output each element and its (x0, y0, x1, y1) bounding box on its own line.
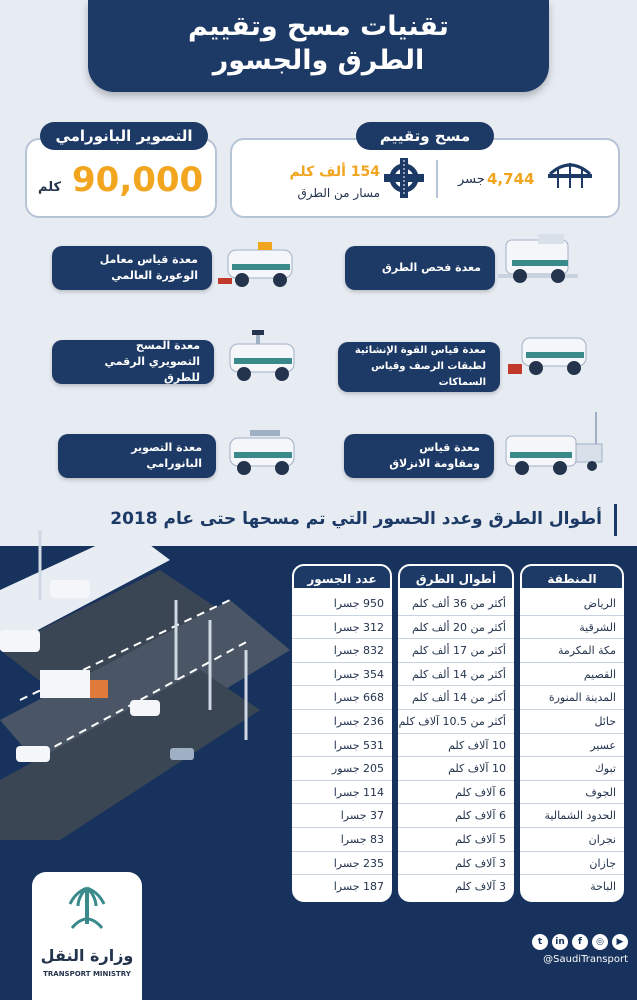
table-cell-bridges: 205 جسور (292, 757, 392, 781)
social-icons (510, 934, 628, 950)
social-handle: @SaudiTransport (543, 954, 628, 965)
table-cell-region: المدينة المنورة (520, 686, 624, 710)
equipment-label-line: معدة قياس (419, 441, 480, 454)
table-cell-bridges: 832 جسرا (292, 639, 392, 663)
suv-panoramic-icon (220, 424, 306, 484)
equipment-label-line: لطبقات الرصف وقياس السماكات (371, 361, 486, 388)
header-bridges: عدد الجسور (292, 564, 392, 590)
column-bridges (292, 566, 392, 902)
inspection-van-icon (498, 230, 584, 290)
suv-trailer-icon (508, 324, 594, 384)
linkedin-icon[interactable]: in (552, 934, 568, 950)
twitter-icon[interactable]: t (532, 934, 548, 950)
table-cell-length: 6 آلاف كلم (398, 804, 514, 828)
palm-swords-logo-icon (66, 884, 108, 930)
header-region: المنطقة (520, 564, 624, 590)
header-title-line2: الطرق والجسور (212, 45, 425, 76)
table-cell-length: 3 آلاف كلم (455, 880, 506, 894)
column-length (398, 566, 514, 902)
equipment-label-line: معدة فحص الطرق (382, 261, 481, 274)
table-cell-bridges: 668 جسرا (292, 686, 392, 710)
suv-roughness-icon (218, 236, 304, 296)
highway-illustration (0, 520, 290, 850)
table-cell-bridges: 114 جسرا (292, 781, 392, 805)
table-cell-length: 3 آلاف كلم (398, 852, 514, 876)
equipment-label-digital-survey (52, 340, 214, 384)
table-cell-length: 10 آلاف كلم (398, 757, 514, 781)
instagram-icon[interactable]: ◎ (592, 934, 608, 950)
youtube-icon[interactable]: ▶ (612, 934, 628, 950)
table-cell-length: أكثر من 17 ألف كلم (398, 639, 514, 663)
header-title-line1: تقنيات مسح وتقييم (188, 11, 449, 42)
bridge-icon (548, 158, 592, 192)
equipment-label-line: معدة قياس معامل (99, 253, 198, 266)
table-cell-length: 6 آلاف كلم (398, 781, 514, 805)
equipment-label-structural-strength (338, 342, 500, 392)
table-cell-region: الرياض (520, 592, 624, 616)
social-block (510, 934, 628, 965)
equipment-label-road-inspection (345, 246, 495, 290)
logo-arabic-text: وزارة النقل (40, 946, 134, 965)
equipment-label-line: الوعورة العالمي (111, 269, 198, 282)
bridges-value: 4,744 (487, 170, 535, 188)
equipment-label-roughness (52, 246, 212, 290)
facebook-icon[interactable]: f (572, 934, 588, 950)
table-cell-length: أكثر من 14 ألف كلم (398, 663, 514, 687)
table-cell-region: عسير (520, 734, 624, 758)
pickup-trailer-icon (500, 412, 610, 488)
table-cell-length: أكثر من 14 ألف كلم (398, 686, 514, 710)
survey-divider (436, 160, 438, 198)
table-cell-bridges: 531 جسرا (292, 734, 392, 758)
equipment-label-line: معدة قياس القوة الإنشائية (354, 345, 486, 356)
table-cell-length: 5 آلاف كلم (398, 828, 514, 852)
road-interchange-icon (384, 158, 424, 198)
table-cell-region: الحدود الشمالية (520, 804, 624, 828)
table-cell-bridges: 37 جسرا (292, 804, 392, 828)
header-banner (88, 0, 549, 92)
table-cell-bridges: 187 جسرا (333, 880, 384, 894)
roads-value: 154 ألف كلم (289, 164, 380, 180)
section-title: أطوال الطرق وعدد الحسور التي تم مسحها حتى عام 2018 (77, 504, 617, 536)
table-cell-bridges: 83 جسرا (292, 828, 392, 852)
table-cell-bridges: 312 جسرا (292, 616, 392, 640)
table-cell-region: الباحة (590, 880, 616, 894)
table-cell-region: جازان (520, 852, 624, 876)
table-cell-bridges: 950 جسرا (292, 592, 392, 616)
survey-title: مسح وتقييم (356, 122, 494, 150)
suv-camera-icon (220, 330, 306, 390)
header-length: أطوال الطرق (398, 564, 514, 590)
equipment-label-panoramic (58, 434, 216, 478)
bridges-unit: جسر (458, 172, 485, 187)
table-cell-region: نجران (520, 828, 624, 852)
equipment-label-line: ومقاومة الانزلاق (389, 457, 480, 470)
logo-english-text: TRANSPORT MINISTRY (43, 970, 131, 978)
panoramic-title: التصوير البانورامي (40, 122, 208, 150)
roads-label: مسار من الطرق (297, 186, 380, 200)
table-cell-length: أكثر من 20 ألف كلم (398, 616, 514, 640)
table-cell-length: أكثر من 10.5 آلاف كلم (398, 710, 514, 734)
equipment-label-skid-resistance (344, 434, 494, 478)
table-cell-region: حائل (520, 710, 624, 734)
column-region (520, 566, 624, 902)
table-cell-bridges: 236 جسرا (292, 710, 392, 734)
ministry-logo-card (32, 872, 142, 1000)
equipment-label-line: معدة التصوير البانورامي (131, 441, 202, 470)
table-cell-region: الشرقية (520, 616, 624, 640)
panoramic-value: 90,000 (72, 160, 204, 200)
table-cell-length: 10 آلاف كلم (398, 734, 514, 758)
equipment-label-line: معدة المسح (135, 339, 200, 352)
table-cell-region: مكة المكرمة (520, 639, 624, 663)
table-cell-bridges: 354 جسرا (292, 663, 392, 687)
table-cell-bridges: 235 جسرا (292, 852, 392, 876)
table-cell-region: الجوف (520, 781, 624, 805)
table-cell-length: أكثر من 36 ألف كلم (398, 592, 514, 616)
panoramic-unit: كلم (38, 180, 62, 195)
table-cell-region: تبوك (520, 757, 624, 781)
equipment-label-line: التصويري الرقمي للطرق (104, 355, 200, 384)
table-cell-region: القصيم (520, 663, 624, 687)
